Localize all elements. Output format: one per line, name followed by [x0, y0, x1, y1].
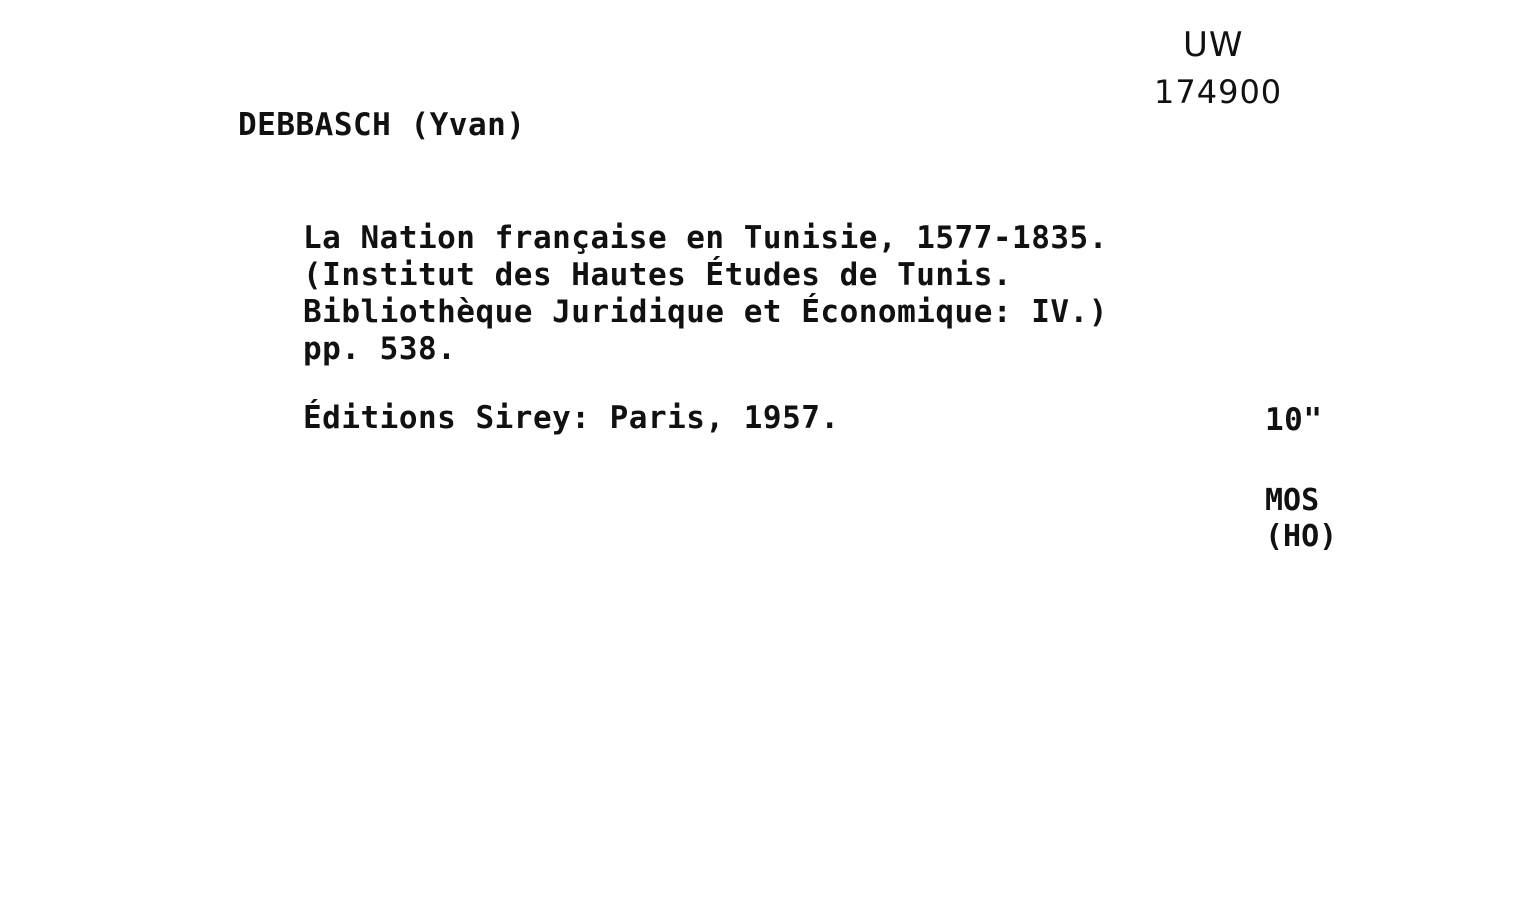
location-block [1265, 483, 1337, 555]
location-code: MOS [1265, 483, 1320, 518]
series-line: Bibliothèque Juridique et Économique: IV.) [303, 294, 1108, 330]
location-subcode: (HO) [1265, 519, 1338, 554]
pagination-line: pp. 538. [303, 331, 457, 367]
author-heading: DEBBASCH (Yvan) [238, 107, 526, 143]
call-number: 174900 [1154, 73, 1283, 111]
imprint-line: Éditions Sirey: Paris, 1957. [303, 400, 840, 436]
size-note: 10" [1265, 402, 1323, 438]
series-line: (Institut des Hautes Études de Tunis. [303, 257, 1013, 293]
call-mark: UW [1183, 25, 1244, 65]
title-line: La Nation française en Tunisie, 1577-1835. [303, 220, 1108, 256]
title-block [303, 220, 1108, 368]
